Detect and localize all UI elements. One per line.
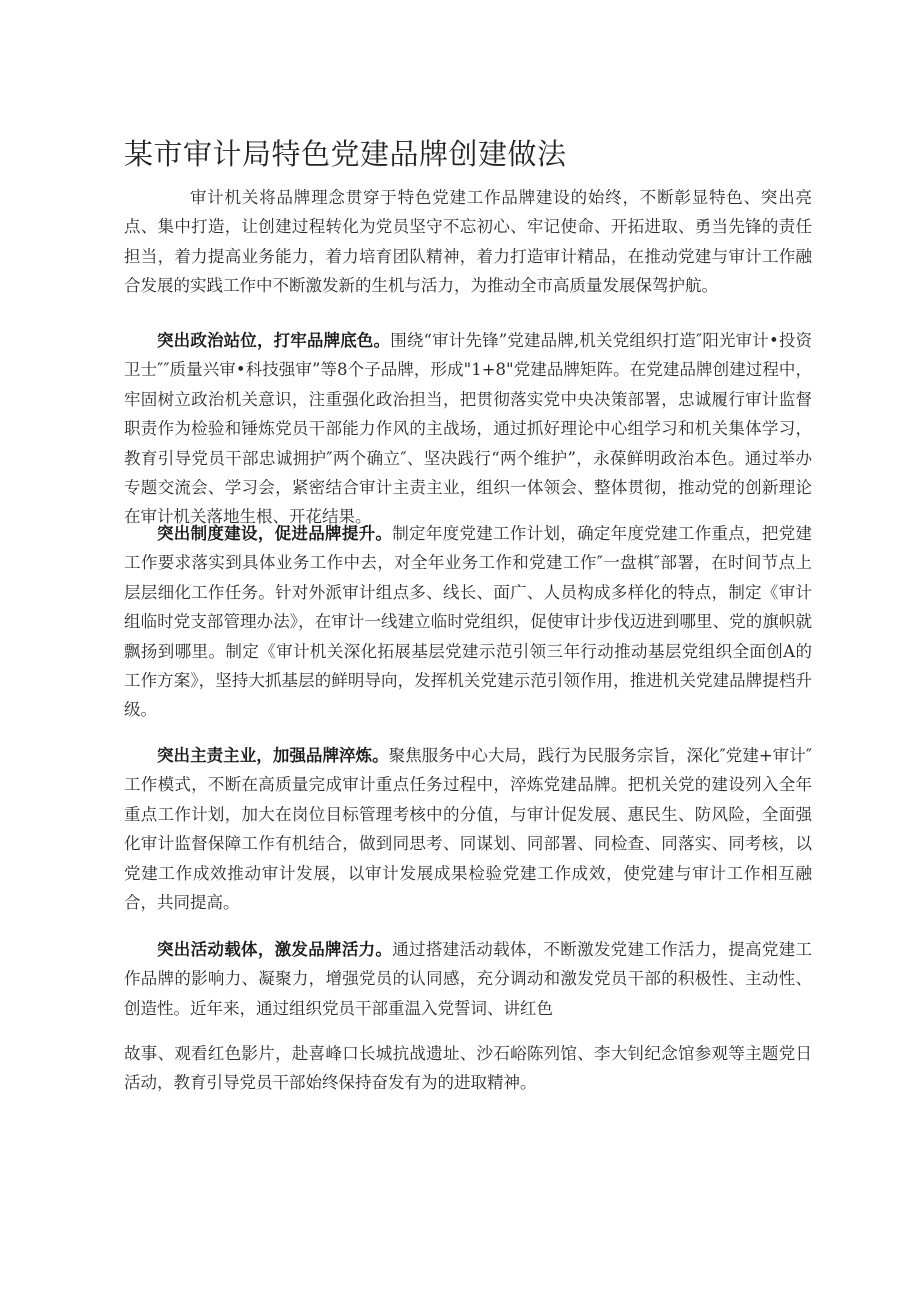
section-body: 通过搭建活动载体，不断激发党建工作活力，提高党建工作品牌的影响力、凝聚力，增强党员的认同感，充分调动和激发党员干部的积极性、主动性、创造性。近年来，通过组织党员干部重温入党誓词、讲红色 [124,940,813,1018]
section-paragraph [124,519,812,725]
intro-paragraph: 审计机关将品牌理念贯穿于特色党建工作品牌建设的始终，不断彰显特色、突出亮点、集中打造，让创建过程转化为党员坚守不忘初心、牢记使命、开拓进取、勇当先锋的责任担当，着力提高业务能力，着力培育团队精神，着力打造审计精品，在推动党建与审计工作融合发展的实践工作中不断激发新的生机与活力，为推动全市高质量发展保驾护航。 [124,188,812,296]
section-lead: 突出政治站位，打牢品牌底色。 [157,331,391,350]
section-lead: 突出活动载体，激发品牌活力。 [157,940,393,959]
section-paragraph [124,935,812,1023]
document-title: 某市审计局特色党建品牌创建做法 [124,137,567,171]
section-paragraph [124,741,812,917]
section-paragraph [124,326,812,532]
section-lead: 突出主责主业，加强品牌淬炼。 [157,746,389,765]
section-continuation: 故事、观看红色影片，赴喜峰口长城抗战遗址、沙石峪陈列馆、李大钊纪念馆参观等主题党日活动，教育引导党员干部始终保持奋发有为的进取精神。 [124,1044,812,1093]
section-body: 制定年度党建工作计划，确定年度党建工作重点，把党建工作要求落实到具体业务工作中去，对全年业务工作和党建工作″一盘棋″部署，在时间节点上层层细化工作任务。针对外派审计组点多、线长、面广、人员构成多样化的特点，制定《审计组临时党支部管理办法》，在审计一线建立临时党组织，促使审计步伐迈进到哪里、党的旗帜就飘扬到哪里。制定《审计机关深化拓展基层党建示范引领三年行动推动基层党组织全面创A的工作方案》，坚持大抓基层的鲜明导向，发挥机关党建示范引领作用，推进机关党建品牌提档升级。 [124,524,813,720]
section-lead: 突出制度建设，促进品牌提升。 [157,524,393,543]
section-body: 聚焦服务中心大局，践行为民服务宗旨，深化″党建+审计″工作模式，不断在高质量完成审计重点任务过程中，淬炼党建品牌。把机关党的建设列入全年重点工作计划，加大在岗位目标管理考核中的分值，与审计促发展、惠民生、防风险，全面强化审计监督保障工作有机结合，做到同思考、同谋划、同部署、同检查、同落实、同考核，以党建工作成效推动审计发展，以审计发展成果检验党建工作成效，使党建与审计工作相互融合，共同提高。 [124,746,813,913]
section-body: 围绕“审计先锋”党建品牌,机关党组织打造″阳光审计•投资卫士″″质量兴审•科技强审”等8个子品牌，形成"1+8"党建品牌矩阵。在党建品牌创建过程中，牢固树立政治机关意识，注重强化政治担当，把贯彻落实党中央决策部署，忠诚履行审计监督职责作为检验和锤炼党员干部能力作风的主战场，通过抓好理论中心组学习和机关集体学习，教育引导党员干部忠诚拥护″两个确立″、坚决践行“两个维护”，永葆鲜明政治本色。通过举办专题交流会、学习会，紧密结合审计主责主业，组织一体领会、整体贯彻，推动党的创新理论在审计机关落地生根、开花结果。 [124,331,813,527]
